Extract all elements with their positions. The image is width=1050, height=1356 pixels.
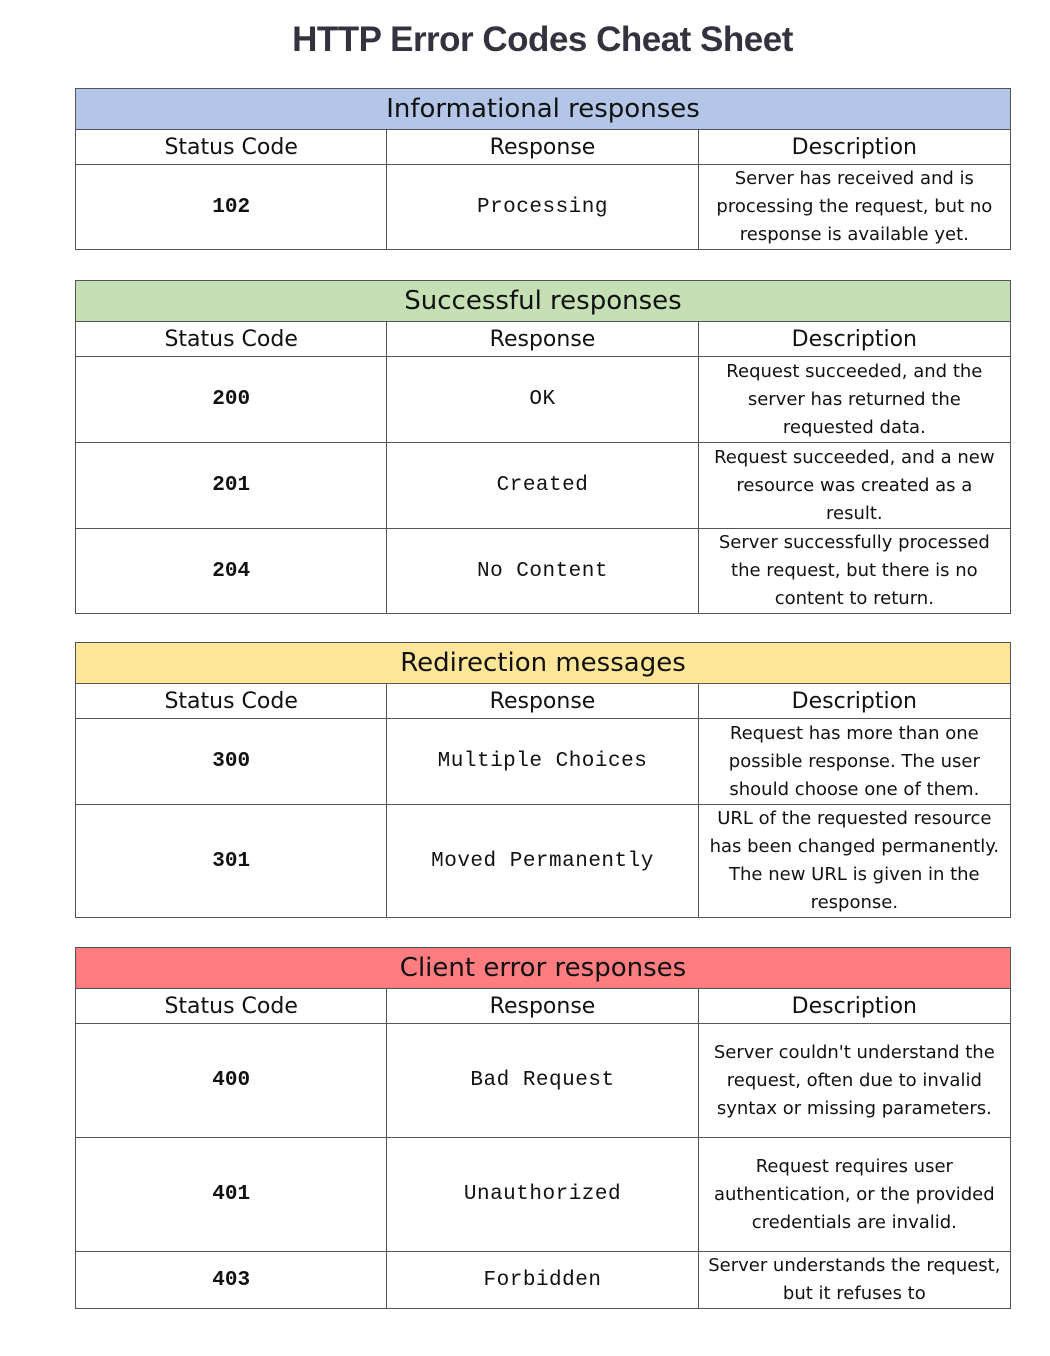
status-code: 403 <box>76 1252 387 1308</box>
description: Server successfully processed the request, but there is no content to return. <box>718 532 990 609</box>
table-row <box>76 165 1010 249</box>
table-row <box>76 805 1010 917</box>
description: Request succeeded, and a new resource was created as a result. <box>714 446 995 524</box>
column-header-response: Response <box>387 989 698 1023</box>
section-header: Informational responses <box>76 89 1010 130</box>
status-code: 300 <box>76 719 387 804</box>
table-row <box>76 1024 1010 1138</box>
column-header-row <box>76 130 1010 165</box>
section-header: Redirection messages <box>76 643 1010 684</box>
response-name: Bad Request <box>387 1024 698 1137</box>
column-header-status-code: Status Code <box>76 322 387 356</box>
description: URL of the requested resource has been changed permanently. The new URL is given in the response. <box>709 808 1000 913</box>
section-successful <box>75 280 1011 614</box>
column-header-response: Response <box>387 322 698 356</box>
section-redirection <box>75 642 1011 918</box>
response-name: Forbidden <box>387 1252 698 1308</box>
column-header-status-code: Status Code <box>76 989 387 1023</box>
table-row <box>76 1252 1010 1308</box>
description: Request succeeded, and the server has returned the requested data. <box>726 360 983 438</box>
status-code: 102 <box>76 165 387 249</box>
page-title: HTTP Error Codes Cheat Sheet <box>292 20 793 59</box>
status-code: 200 <box>76 357 387 442</box>
status-code: 401 <box>76 1138 387 1251</box>
section-client-errors <box>75 947 1011 1309</box>
column-header-response: Response <box>387 684 698 718</box>
table-row <box>76 1138 1010 1252</box>
response-name: Moved Permanently <box>387 805 698 917</box>
response-name: Processing <box>387 165 698 249</box>
column-header-row <box>76 989 1010 1024</box>
column-header-row <box>76 322 1010 357</box>
section-header: Successful responses <box>76 281 1010 322</box>
table-row <box>76 443 1010 529</box>
description: Request has more than one possible response. The user should choose one of them. <box>728 722 980 800</box>
column-header-description: Description <box>791 993 917 1019</box>
column-header-description: Description <box>791 134 917 160</box>
section-header: Client error responses <box>76 948 1010 989</box>
response-name: OK <box>387 357 698 442</box>
column-header-description: Description <box>791 688 917 714</box>
section-informational <box>75 88 1011 250</box>
response-name: No Content <box>387 529 698 613</box>
description: Request requires user authentication, or the provided credentials are invalid. <box>713 1155 995 1233</box>
status-code: 400 <box>76 1024 387 1137</box>
status-code: 201 <box>76 443 387 528</box>
status-code: 301 <box>76 805 387 917</box>
description: Server understands the request, but it refuses to <box>708 1255 1001 1304</box>
column-header-description: Description <box>791 326 917 352</box>
response-name: Created <box>387 443 698 528</box>
table-row <box>76 357 1010 443</box>
response-name: Multiple Choices <box>387 719 698 804</box>
column-header-status-code: Status Code <box>76 684 387 718</box>
description: Server couldn't understand the request, often due to invalid syntax or missing parameters. <box>713 1041 995 1119</box>
table-row <box>76 529 1010 613</box>
column-header-status-code: Status Code <box>76 130 387 164</box>
column-header-response: Response <box>387 130 698 164</box>
table-row <box>76 719 1010 805</box>
column-header-row <box>76 684 1010 719</box>
description: Server has received and is processing the request, but no response is available yet. <box>716 168 993 245</box>
status-code: 204 <box>76 529 387 613</box>
response-name: Unauthorized <box>387 1138 698 1251</box>
